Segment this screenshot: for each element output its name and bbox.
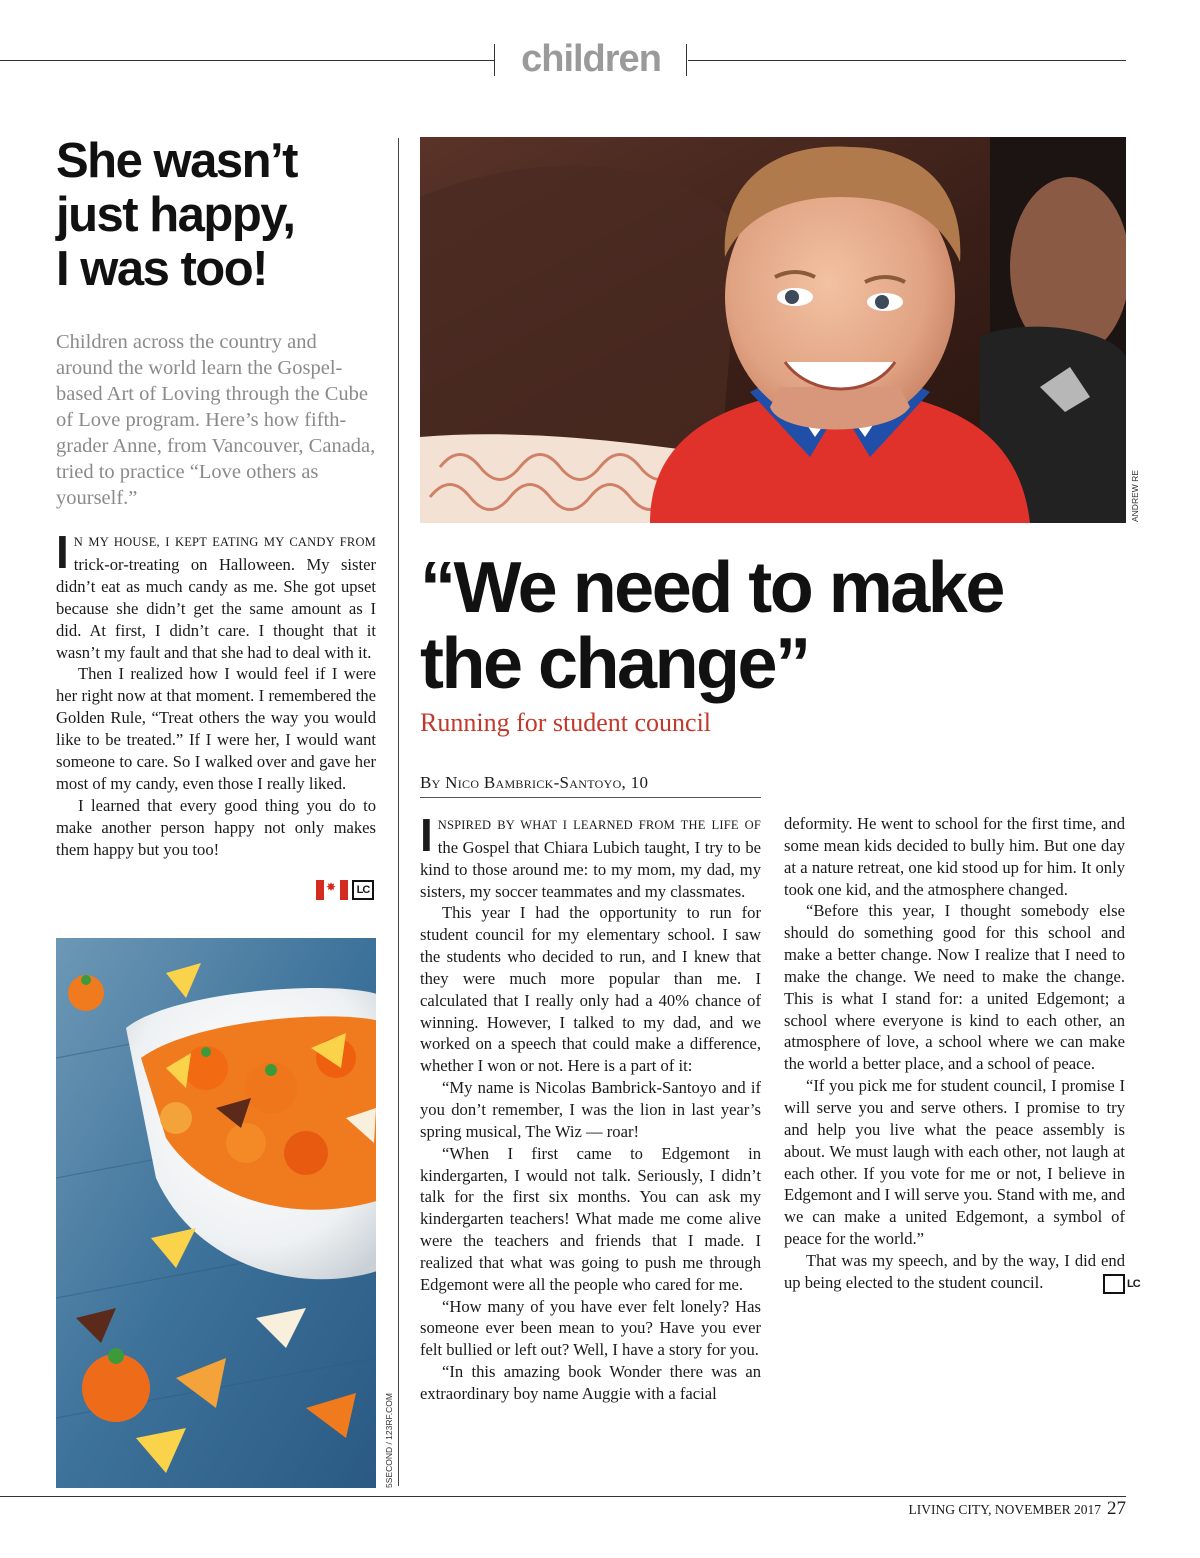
header-rule-right [688, 60, 1126, 61]
title-line: the change” [420, 624, 809, 704]
article-paragraph: “How many of you have ever felt lonely? Has someone ever been mean to you? Have you ever felt bullied or left out? Well, I have a story for you. [420, 1296, 761, 1360]
main-story-subtitle: Running for student council [420, 708, 712, 737]
byline: By Nico Bambrick-Santoyo, 10 [420, 773, 761, 798]
footer-rule [0, 1496, 1126, 1497]
left-story-end-marks [316, 880, 374, 900]
article-paragraph: “In this amazing book Wonder there was an extraordinary boy name Auggie with a facial [420, 1362, 761, 1403]
publication-issue: LIVING CITY, NOVEMBER 2017 [908, 1502, 1101, 1517]
drop-cap: I [420, 809, 433, 861]
article-paragraph: This year I had the opportunity to run for student council for my elementary school. I saw the students who decided to run, and I knew that they were much more popular than me. I calculated that I really only had a 40% chance of winning. However, I talked to my dad, and we worked on a speech that could make a difference, whether I won or not. Here is a part of it: [420, 903, 761, 1076]
article-paragraph: “When I first came to Edgemont in kindergarten, I would not talk. Seriously, I didn’t talk for the first six months. You can ask my kindergarten teachers! What made me come alive were the teachers and friends that I made. I realized that what was going to push me through Edgemont were all the people who cared for me. [420, 1143, 761, 1294]
left-story-intro: Children across the country and around the world learn the Gospel-based Art of Loving through the Cube of Love program. Here’s how fifth-grader Anne, from Vancouver, Canada, tried to practice “Love others as yourself.” [56, 331, 376, 509]
article-paragraph: “If you pick me for student council, I promise I will serve you and serve others. I promise to try and help you live what the peace assembly is about. We must laugh with each other, not laugh at each other. If you vote for me or not, I believe in Edgemont and I will serve you. Stand with me, and we can make a united Edgemont, a symbol of peace for the world.” [784, 1076, 1125, 1249]
title-line: just happy, [56, 188, 295, 242]
column-divider [398, 138, 399, 1486]
left-story-body [56, 526, 376, 861]
boy-smiling-photo [420, 137, 1126, 523]
lc-end-mark: LC [352, 880, 374, 900]
lead-in-caps: N MY HOUSE, I KEPT EATING MY CANDY FROM [73, 535, 376, 549]
page-number: 27 [1107, 1498, 1126, 1519]
left-story-title [56, 134, 378, 296]
header-tick-right [686, 44, 687, 76]
main-story-title [420, 550, 1120, 702]
left-story-paragraph: I learned that every good thing you do to make another person happy not only makes them happy but you too! [56, 795, 376, 859]
left-story-paragraph: Then I realized how I would feel if I were her right now at that moment. I remembered the Golden Rule, “Treat others the way you would like to be treated.” If I were her, I would want someone to care. So I walked over and gave her most of my candy, even those I really liked. [56, 664, 376, 793]
paragraph-text: trick-or-treating on Halloween. My sister didn’t eat as much candy as me. She got upset because she didn’t get the same amount as I did. At first, I didn’t care. I thought that it wasn’t my fault and that she had to deal with it. [56, 554, 376, 662]
header-tick-left [494, 44, 495, 76]
page-footer [850, 1498, 1126, 1520]
section-label: children [521, 38, 661, 80]
title-line: I was too! [56, 242, 267, 296]
left-story-header [56, 134, 378, 511]
article-column-1 [420, 809, 761, 1405]
canada-flag-icon [316, 880, 348, 900]
lead-in-caps: NSPIRED BY WHAT I LEARNED FROM THE LIFE OF [437, 818, 761, 832]
article-paragraph: “My name is Nicolas Bambrick-Santoyo and if you don’t remember, I was the lion in last year’s spring musical, The Wiz — roar! [420, 1078, 761, 1141]
paragraph-text: the Gospel that Chiara Lubich taught, I try to be kind to those around me: to my mom, my dad, my sisters, my soccer teammates and my classmates. [420, 837, 761, 901]
article-paragraph [784, 1250, 1140, 1294]
title-line: “We need to make [420, 548, 1003, 628]
left-story-paragraph [56, 526, 376, 663]
candy-photo-credit: 5SECOND / 123RF.COM [384, 1393, 394, 1488]
article-column-2 [784, 813, 1140, 1294]
boy-photo-credit: ANDREW RE [1130, 470, 1140, 522]
candy-bowl-photo [56, 938, 376, 1488]
article-paragraph: “Before this year, I thought somebody else should do something good for this school and make a better change. Now I realize that I need to make the change. We need to make the change. This is what I stand for: a united Edgemont; a school where everyone is kind to each other, an atmosphere of love, a school where we can make the world a better place, and a school of peace. [784, 901, 1125, 1074]
header-rule-left [0, 60, 494, 61]
paragraph-text: That was my speech, and by the way, I did end up being elected to the student council. [784, 1250, 1125, 1292]
lc-end-mark: LC [1103, 1274, 1125, 1294]
drop-cap: I [56, 526, 69, 578]
article-paragraph [420, 809, 761, 902]
article-paragraph: deformity. He went to school for the first time, and some mean kids decided to bully him. But one day at a nature retreat, one kid stood up for him. It only took one kid, and the atmosphere changed. [784, 814, 1125, 899]
title-line: She wasn’t [56, 134, 297, 188]
